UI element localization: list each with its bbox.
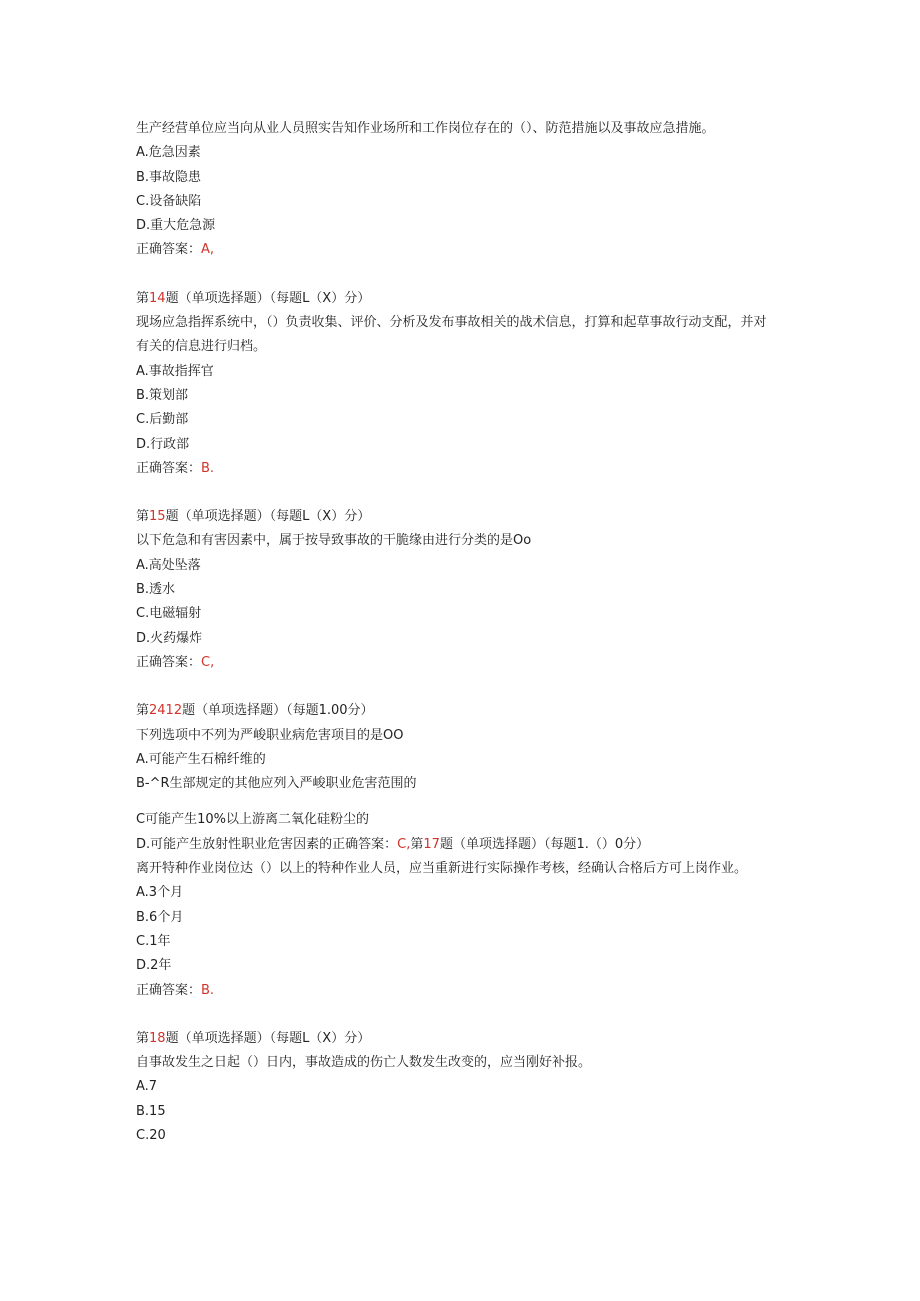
option-a: A.高处坠落 xyxy=(136,557,201,573)
question-17-number: 17 xyxy=(423,836,440,852)
question-number: 18 xyxy=(149,1030,166,1046)
answer-15 xyxy=(136,651,776,675)
header-prefix: 第 xyxy=(136,703,150,719)
option-d: D.重大危急源 xyxy=(136,218,216,234)
answer-value: B. xyxy=(201,460,215,476)
question-13-text: 生产经营单位应当向从业人员照实告知作业场所和工作岗位存在的（）、防范措施以及事故应急措施。 xyxy=(136,121,715,136)
option-a: A.可能产生石棉纤维的 xyxy=(136,751,266,767)
option-b: B.策划部 xyxy=(136,387,189,403)
answer-label: 正确答案： xyxy=(136,654,202,670)
option-c: C.电磁辐射 xyxy=(136,606,202,622)
option-b: B.6个月 xyxy=(136,909,184,925)
question-18-text: 自事故发生之日起（）日内，事故造成的伤亡人数发生改变的，应当刚好补报。 xyxy=(136,1055,592,1071)
option-b: B-^R生部规定的其他应列入严峻职业危害范围的 xyxy=(136,776,417,792)
option-a: A.事故指挥官 xyxy=(136,363,214,379)
answer-value: A, xyxy=(201,242,215,258)
answer-17 xyxy=(136,979,776,1003)
document-page xyxy=(136,117,776,1148)
question-number: 14 xyxy=(149,290,166,306)
answer-label: 正确答案： xyxy=(136,982,202,998)
option-b: B.15 xyxy=(136,1103,166,1119)
option-d xyxy=(136,833,776,857)
option-b: B.事故隐患 xyxy=(136,169,202,185)
question-number: 15 xyxy=(149,509,166,525)
question-17-text: 离开特种作业岗位达（）以上的特种作业人员，应当重新进行实际操作考核，经确认合格后方可上岗作业。 xyxy=(136,861,748,877)
answer-value: B. xyxy=(201,982,215,998)
question-17-header-suffix: 题（单项选择题）（每题1.（）0分） xyxy=(439,836,650,852)
option-a: A.3个月 xyxy=(136,885,184,901)
option-d: D.2年 xyxy=(136,958,172,974)
question-2412-text: 下列选项中不列为严峻职业病危害项目的是OO xyxy=(136,727,404,743)
question-number: 2412 xyxy=(149,703,183,719)
header-prefix: 第 xyxy=(136,1030,150,1046)
header-suffix: 题（单项选择题）（每题L（X）分） xyxy=(165,1030,371,1046)
answer-label: 正确答案： xyxy=(136,242,202,258)
option-c: C可能产生10%以上游离二氧化硅粉尘的 xyxy=(136,812,369,828)
option-d: D.行政部 xyxy=(136,436,190,452)
header-prefix: 第 xyxy=(136,509,150,525)
question-15-header xyxy=(136,505,776,529)
option-d: D.火药爆炸 xyxy=(136,630,203,646)
option-c: C.20 xyxy=(136,1127,166,1143)
option-b: B.透水 xyxy=(136,582,176,598)
question-15-text: 以下危急和有害因素中，属于按导致事故的干脆缘由进行分类的是Oo xyxy=(136,533,532,549)
header-suffix: 题（单项选择题）（每题L（X）分） xyxy=(165,290,371,306)
question-2412-header xyxy=(136,699,776,723)
answer-value: C, xyxy=(201,654,215,670)
question-17-header-prefix: 第 xyxy=(410,836,424,852)
answer-value: C, xyxy=(397,836,411,852)
header-suffix: 题（单项选择题）（每题L（X）分） xyxy=(165,509,371,525)
header-prefix: 第 xyxy=(136,290,150,306)
option-a: A.7 xyxy=(136,1079,158,1095)
option-c: C.1年 xyxy=(136,933,171,949)
answer-13 xyxy=(136,238,776,262)
answer-label: 正确答案： xyxy=(136,460,202,476)
option-a: A.危急因素 xyxy=(136,145,201,161)
option-c: C.后勤部 xyxy=(136,412,189,428)
option-c: C.设备缺陷 xyxy=(136,193,202,209)
question-18-header xyxy=(136,1027,776,1051)
answer-14 xyxy=(136,457,776,481)
question-14-text: 现场应急指挥系统中，（）负责收集、评价、分析及发布事故相关的战术信息，打算和起草事故行动支配，并对有关的信息进行归档。 xyxy=(136,315,767,355)
header-suffix: 题（单项选择题）（每题1.00分） xyxy=(182,703,374,719)
question-14-header xyxy=(136,287,776,311)
option-d-text: D.可能产生放射性职业危害因素的正确答案： xyxy=(136,836,398,852)
